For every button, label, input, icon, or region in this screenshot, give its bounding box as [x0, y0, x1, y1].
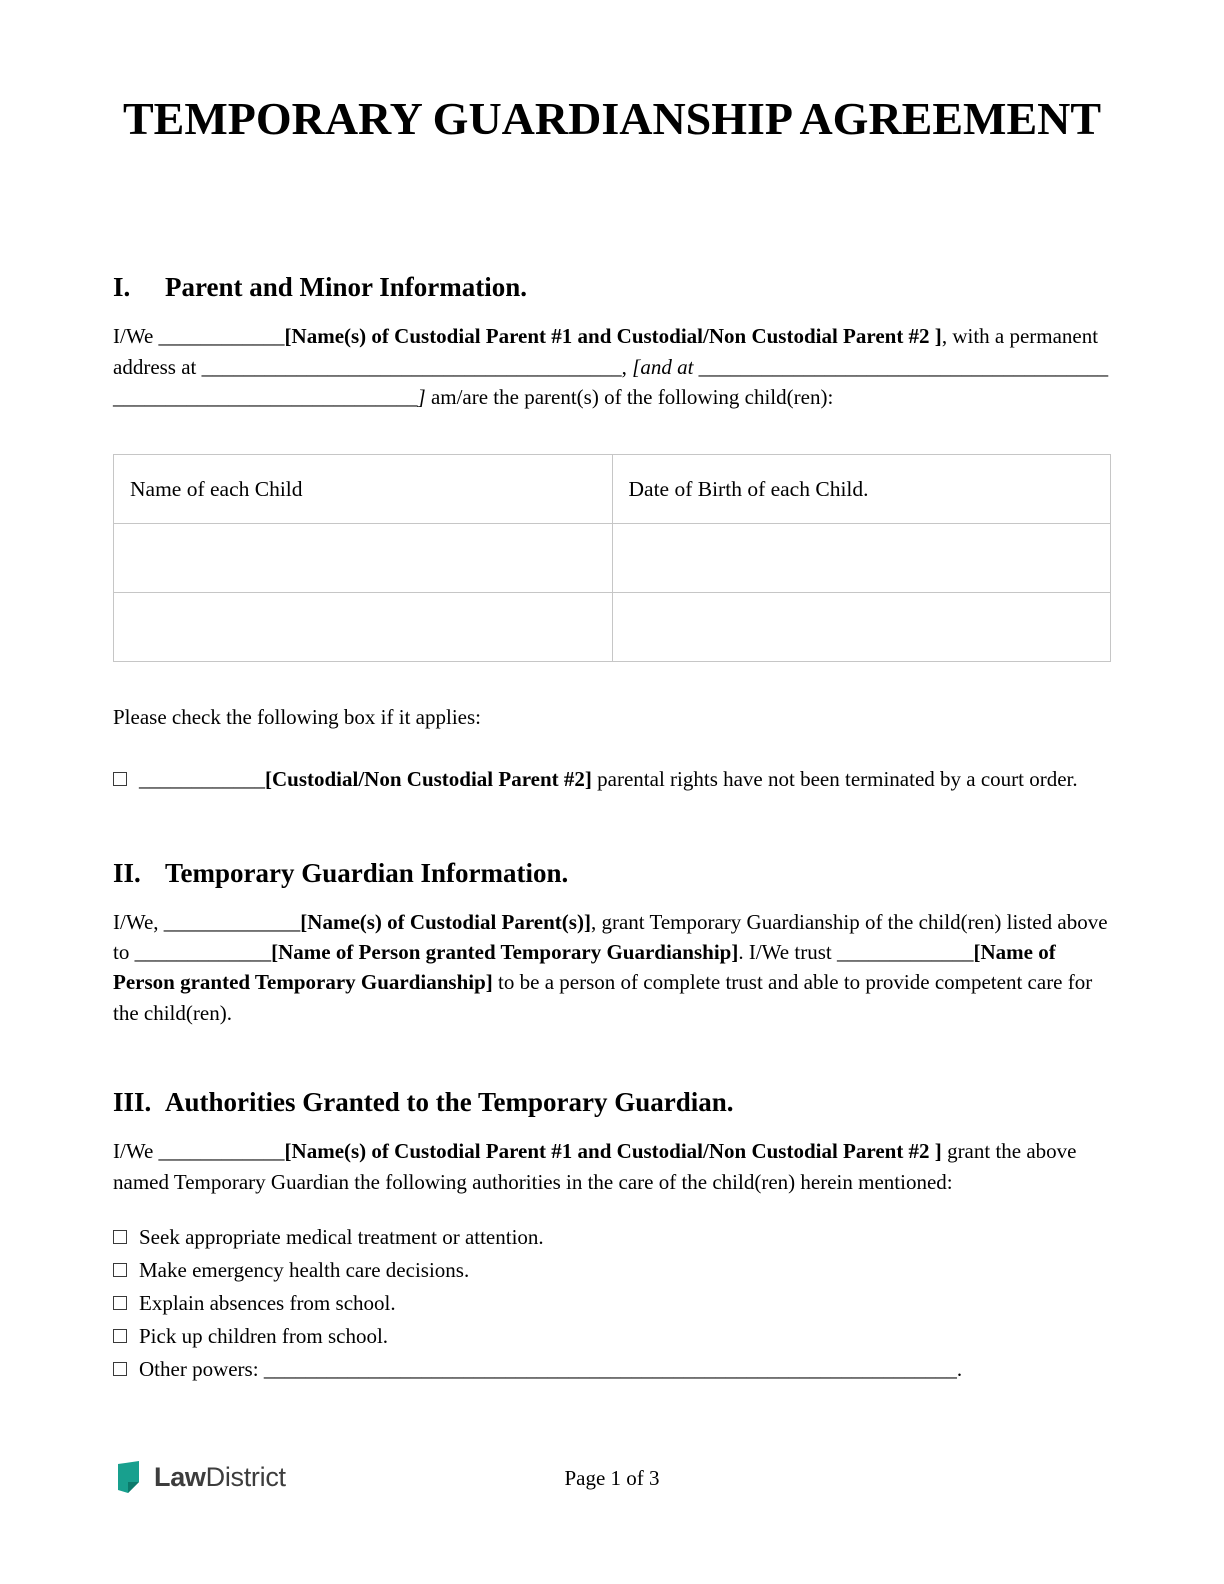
section-3-title: Authorities Granted to the Temporary Guardian.: [165, 1086, 734, 1117]
authorities-checklist: [113, 1223, 1111, 1384]
table-cell-child-dob[interactable]: [612, 524, 1111, 593]
checkbox-icon[interactable]: [113, 1362, 127, 1376]
text-segment: Make emergency health care decisions.: [139, 1257, 470, 1282]
text-segment: Other powers:: [139, 1356, 264, 1381]
authority-item-label: [139, 1256, 469, 1285]
children-table-row: [114, 593, 1111, 662]
text-segment: parental rights have not been terminated by a court order.: [591, 767, 1078, 792]
text-segment[interactable]: ____________: [158, 1139, 285, 1164]
section-2-title: Temporary Guardian Information.: [165, 857, 569, 888]
text-segment: [Name(s) of Custodial Parent(s)]: [300, 909, 591, 934]
parental-rights-checkbox-label: [139, 764, 1078, 794]
text-segment[interactable]: ________________________________________: [201, 354, 622, 379]
text-segment: I/We: [113, 1139, 159, 1164]
parent-info-paragraph: [113, 321, 1111, 412]
text-segment: Seek appropriate medical treatment or attention.: [139, 1224, 544, 1249]
children-table-row: [114, 524, 1111, 593]
table-cell-child-dob[interactable]: [612, 593, 1111, 662]
authority-item: [113, 1289, 1111, 1318]
text-segment: , grant Temporary Guardianship of the child(ren) listed above to: [113, 909, 1108, 965]
text-segment: .: [956, 1356, 963, 1381]
text-segment[interactable]: _____________: [836, 940, 974, 965]
checkbox-icon[interactable]: [113, 1329, 127, 1343]
text-segment: ,: [621, 354, 633, 379]
authority-item: [113, 1256, 1111, 1285]
text-segment[interactable]: ____________________________________________________________________: [113, 354, 1109, 409]
text-segment: Pick up children from school.: [139, 1323, 389, 1348]
text-segment: [Name of Person granted Temporary Guardianship]: [271, 940, 739, 965]
text-segment: [Name(s) of Custodial Parent #1 and Custodial/Non Custodial Parent #2 ]: [284, 1139, 942, 1164]
parental-rights-checkbox-row: [113, 764, 1111, 794]
document-body: [0, 271, 1224, 1384]
text-segment: [and at: [632, 354, 699, 379]
table-header-child-dob: Date of Birth of each Child.: [612, 455, 1111, 524]
text-segment: Explain absences from school.: [139, 1290, 396, 1315]
document-title: TEMPORARY GUARDIANSHIP AGREEMENT: [122, 93, 1102, 144]
text-segment: I/We,: [113, 909, 164, 934]
brand-law: Law: [154, 1461, 206, 1492]
text-segment: ]: [417, 384, 426, 409]
authority-item: [113, 1322, 1111, 1351]
text-segment: to be a person of complete trust and able to provide competent care for the child(ren).: [113, 970, 1093, 1025]
text-segment[interactable]: _____________: [163, 909, 301, 934]
authority-item-label: [139, 1289, 396, 1318]
text-segment: . I/We trust: [738, 940, 837, 965]
text-segment: am/are the parent(s) of the following child(ren):: [425, 384, 834, 409]
authority-item-label: [139, 1355, 962, 1384]
brand-district: District: [205, 1461, 286, 1492]
text-segment: [Custodial/Non Custodial Parent #2]: [265, 767, 592, 792]
text-segment: , with a permanent address at: [113, 324, 1099, 379]
text-segment[interactable]: __________________________________________________________________: [263, 1356, 957, 1381]
checkbox-icon[interactable]: [113, 1230, 127, 1244]
authorities-intro-paragraph: [113, 1136, 1111, 1196]
checkbox-icon[interactable]: [113, 772, 127, 786]
authority-item: [113, 1223, 1111, 1252]
text-segment[interactable]: ____________: [158, 324, 285, 349]
check-prompt: Please check the following box if it applies:: [113, 705, 481, 730]
table-cell-child-name[interactable]: [114, 593, 613, 662]
text-segment[interactable]: _____________: [134, 940, 272, 965]
text-segment: [Name of Person granted Temporary Guardianship]: [113, 940, 1056, 995]
section-3-number: III.: [113, 1086, 152, 1117]
section-2-heading: [113, 857, 1111, 889]
text-segment: I/We: [113, 324, 159, 349]
children-table-header-row: [114, 455, 1111, 524]
text-segment[interactable]: ____________: [139, 767, 265, 792]
section-3-heading: [113, 1086, 1111, 1118]
section-2-number: II.: [113, 857, 141, 888]
section-1-number: I.: [113, 272, 131, 302]
section-1-heading: [113, 271, 1111, 303]
authority-item-label: [139, 1223, 544, 1252]
children-table: [113, 454, 1111, 662]
authority-item: [113, 1355, 1111, 1384]
page-footer: [0, 1460, 1224, 1500]
text-segment: grant the above named Temporary Guardian the following authorities in the care of the child(ren) herein mentioned:: [113, 1139, 1077, 1194]
authority-item-label: [139, 1322, 388, 1351]
guardian-info-paragraph: [113, 907, 1111, 1028]
page-number: Page 1 of 3: [564, 1466, 660, 1490]
checkbox-icon[interactable]: [113, 1296, 127, 1310]
table-header-child-name: Name of each Child: [114, 455, 613, 524]
table-cell-child-name[interactable]: [114, 524, 613, 593]
text-segment: [Name(s) of Custodial Parent #1 and Custodial/Non Custodial Parent #2 ]: [284, 324, 942, 349]
checkbox-icon[interactable]: [113, 1263, 127, 1277]
section-1-title: Parent and Minor Information.: [165, 272, 528, 302]
